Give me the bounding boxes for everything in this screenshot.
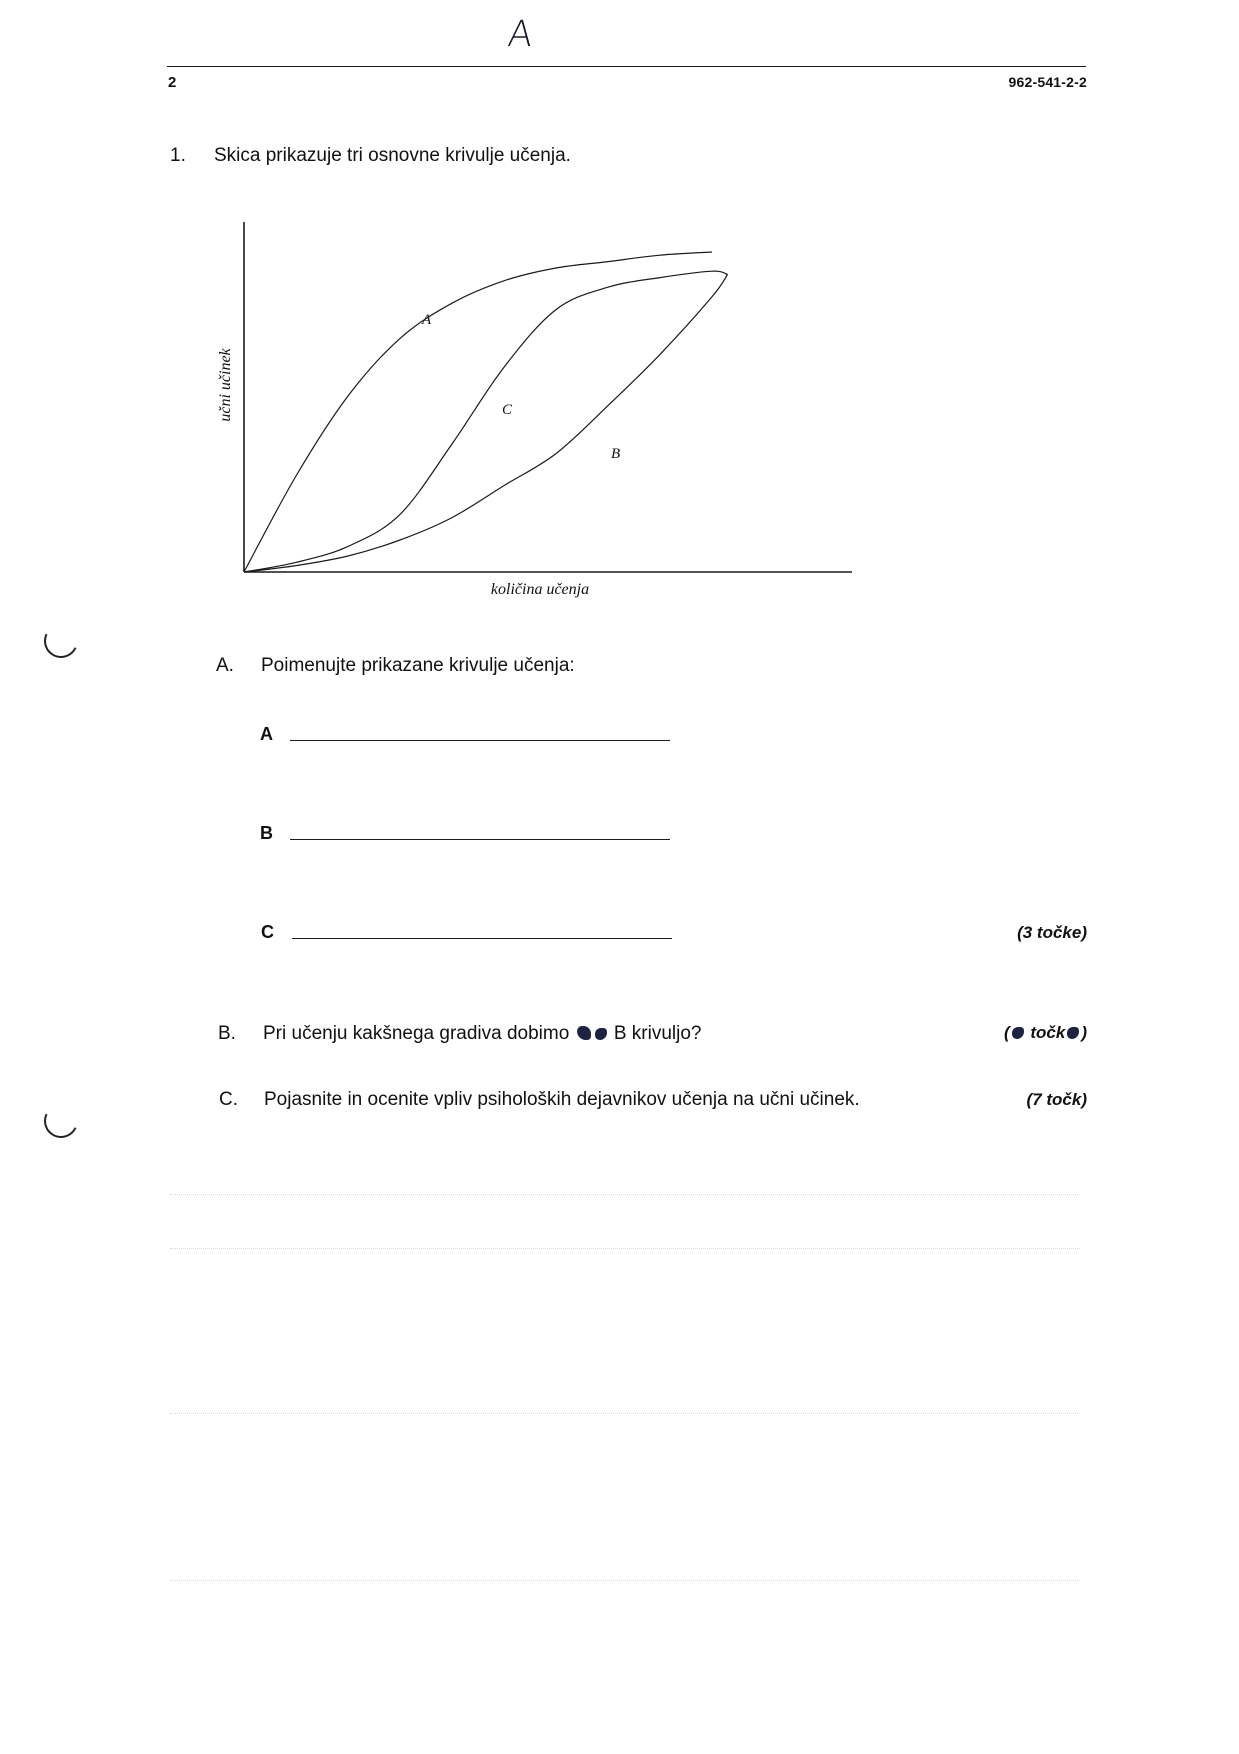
part-c-letter: C. xyxy=(219,1089,238,1110)
curve-a xyxy=(244,252,712,572)
faint-answer-line xyxy=(170,1194,1080,1195)
part-a-points: (3 točke) xyxy=(1017,923,1087,942)
document-code: 962-541-2-2 xyxy=(1008,74,1087,90)
part-c-text: Pojasnite in ocenite vpliv psiholoških dejavnikov učenja na učni učinek. xyxy=(264,1089,860,1110)
part-b-letter: B. xyxy=(218,1023,236,1044)
chart-axes xyxy=(244,222,852,572)
part-b-text-before: Pri učenju kakšnega gradiva dobimo xyxy=(263,1023,570,1044)
ink-scribble-icon xyxy=(1067,1027,1079,1039)
answer-label-b: B xyxy=(260,823,273,843)
part-b-points-prefix: ( xyxy=(1003,1023,1010,1042)
hole-punch-mark xyxy=(39,1099,83,1143)
question-number: 1. xyxy=(170,145,186,166)
ink-scribble-icon xyxy=(577,1026,591,1040)
part-a-letter: A. xyxy=(216,655,234,676)
part-a-text: Poimenujte prikazane krivulje učenja: xyxy=(261,655,575,676)
learning-curves-chart xyxy=(0,0,1239,640)
part-c-points: (7 točk) xyxy=(1026,1090,1087,1109)
answer-label-a: A xyxy=(260,724,273,744)
handwritten-mark: A xyxy=(505,14,535,55)
part-b-text xyxy=(263,1023,702,1045)
curve-c xyxy=(244,271,728,572)
x-axis-label: količina učenja xyxy=(490,581,590,598)
y-axis-label: učni učinek xyxy=(217,348,234,422)
faint-answer-line xyxy=(170,1580,1080,1581)
chart-series xyxy=(244,252,728,572)
answer-line-b[interactable] xyxy=(290,839,670,840)
faint-answer-line xyxy=(170,1413,1080,1414)
series-label-c: C xyxy=(502,402,513,418)
answer-label-c: C xyxy=(261,922,274,942)
curve-b xyxy=(244,274,728,572)
question-text: Skica prikazuje tri osnovne krivulje učenja. xyxy=(214,145,571,166)
answer-line-c[interactable] xyxy=(292,938,672,939)
ink-scribble-icon xyxy=(595,1028,607,1040)
answer-line-a[interactable] xyxy=(290,740,670,741)
part-b-points xyxy=(1004,1023,1087,1043)
faint-answer-line xyxy=(170,1248,1080,1249)
part-b-points-word: točk xyxy=(1025,1023,1066,1042)
series-label-b: B xyxy=(611,446,621,462)
part-b-text-after: B krivuljo? xyxy=(613,1023,702,1044)
series-label-a: A xyxy=(422,312,432,328)
ink-scribble-icon xyxy=(1012,1027,1024,1039)
part-b-points-end: ) xyxy=(1081,1023,1087,1042)
page-number: 2 xyxy=(168,74,177,91)
